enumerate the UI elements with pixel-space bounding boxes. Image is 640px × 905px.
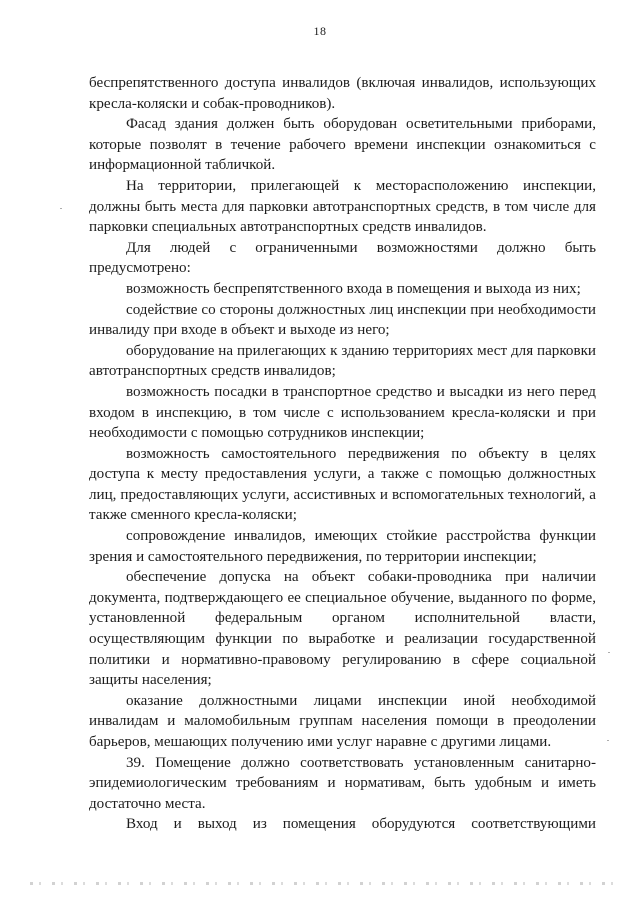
list-item-barrier-free-entry: возможность беспрепятственного входа в помещения и выхода из них;	[126, 280, 581, 297]
paragraph-continuation: беспрепятственного доступа инвалидов (включая инвалидов, использующих кресла-коляски и собак-проводников).	[89, 75, 596, 112]
paragraph-disability-provisions-intro: Для людей с ограниченными возможностями должно быть предусмотрено:	[89, 239, 596, 277]
list-item-escort-visually-impaired: сопровождение инвалидов, имеющих стойкие расстройства функции зрения и самостоятельного передвижения, по территории инспекции;	[89, 528, 596, 565]
paragraph-facade-lighting: Фасад здания должен быть оборудован осветительными приборами, которые позволят в течение рабочего времени инспекции ознакомиться с информационной табличкой.	[89, 116, 596, 174]
list-item-guide-dog-admission: обеспечение допуска на объект собаки-проводника при наличии документа, подтверждающего ее специальное обучение, выданного по форме, установленной федеральным органом исполнительной власти, осуществляющим функции по выработке и реализации государственной политики и нормативно-правовому регулированию в сфере социальной защиты населения;	[89, 569, 596, 689]
document-body	[89, 73, 596, 835]
paragraph-section-39: 39. Помещение должно соответствовать установленным санитарно-эпидемиологическим требованиям и нормативам, быть удобным и иметь достаточно места.	[89, 754, 596, 812]
scan-bottom-edge-artifact	[30, 882, 620, 885]
list-item-independent-movement: возможность самостоятельного передвижения по объекту в целях доступа к месту предоставления услуги, а также с помощью должностных лиц, предоставляющих услуги, ассистивных и вспомогательных технологий, а также сменного кресла-коляски;	[89, 445, 596, 524]
scan-speck	[607, 740, 609, 741]
page-number: 18	[313, 24, 327, 38]
list-item-parking-equipment: оборудование на прилегающих к зданию территориях мест для парковки автотранспортных средств инвалидов;	[89, 342, 596, 380]
paragraph-parking-places: На территории, прилегающей к месторасположению инспекции, должны быть места для парковки автотранспортных средств, в том числе для парковки специальных автотранспортных средств инвалидов.	[89, 177, 596, 236]
list-item-staff-assistance: содействие со стороны должностных лиц инспекции при необходимости инвалиду при входе в объект и выходе из него;	[89, 301, 596, 339]
list-item-vehicle-boarding: возможность посадки в транспортное средство и высадки из него перед входом в инспекцию, в том числе с использованием кресла-коляски и при необходимости с помощью сотрудников инспекции;	[89, 383, 596, 442]
list-item-other-assistance: оказание должностными лицами инспекции иной необходимой инвалидам и маломобильным группам населения помощи в преодолении барьеров, мешающих получению ими услуг наравне с другими лицами.	[89, 692, 596, 750]
scan-speck	[608, 652, 610, 653]
paragraph-entrance-exit: Вход и выход из помещения оборудуются соответствующими	[126, 816, 596, 833]
scan-speck	[60, 208, 62, 209]
